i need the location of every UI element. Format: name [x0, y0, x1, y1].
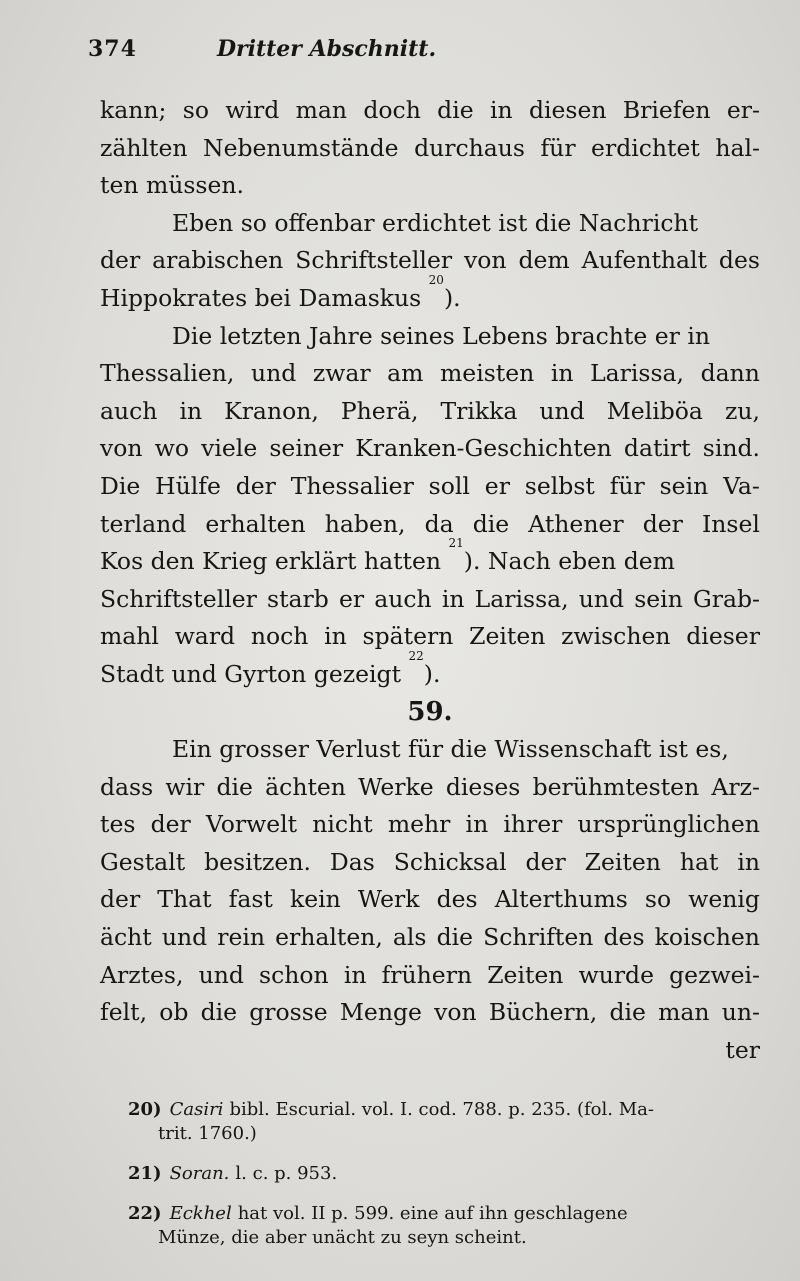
- text-line: Die letzten Jahre seines Lebens brachte er in: [172, 321, 710, 350]
- catchword: ter: [725, 1035, 760, 1064]
- text-span: Stadt und Gyrton gezeigt: [100, 659, 402, 688]
- text-line: Gestalt besitzen. Das Schicksal der Zeiten hat in: [100, 847, 760, 876]
- text-span: Hippokrates bei Damaskus: [100, 283, 422, 312]
- text-line: auch in Kranon, Pherä, Trikka und Meliböa zu,: [100, 396, 760, 425]
- footnote-ref: 21: [448, 536, 464, 551]
- text-line: [100, 536, 760, 581]
- footnote-text: l. c. p. 953.: [235, 1163, 338, 1184]
- footnote-21: [128, 1162, 768, 1186]
- footnote-20: [128, 1098, 768, 1122]
- text-line: felt, ob die grosse Menge von Büchern, die man un-: [100, 998, 760, 1027]
- text-line: zählten Nebenumstände durchaus für erdichtet hal-: [100, 133, 760, 162]
- footnotes: [128, 1098, 768, 1250]
- section-number: 59.: [407, 696, 453, 727]
- text-span: ).: [443, 283, 461, 312]
- text-line: [100, 272, 760, 318]
- footnote-mark: 22): [128, 1203, 162, 1224]
- footnote-mark: 20): [128, 1099, 162, 1120]
- footnote-continuation: trit. 1760.): [158, 1123, 257, 1144]
- text-line: Eben so offenbar erdichtet ist die Nachricht: [172, 208, 699, 237]
- footnote-author: Soran.: [169, 1163, 230, 1184]
- footnote-mark: 21): [128, 1163, 162, 1184]
- running-head: Dritter Abschnitt.: [216, 36, 437, 62]
- footnote-text: bibl. Escurial. vol. I. cod. 788. p. 235. (fol. Ma-: [229, 1099, 654, 1120]
- text-line: tes der Vorwelt nicht mehr in ihrer ursprünglichen: [100, 810, 760, 839]
- page-number: 374: [88, 36, 137, 62]
- text-line: der That fast kein Werk des Alterthums so wenig: [100, 885, 760, 914]
- text-span: Kos den Krieg erklärt hatten: [100, 547, 442, 576]
- footnote-author: Eckhel: [169, 1203, 232, 1224]
- footnote-author: Casiri: [169, 1099, 224, 1120]
- text-line: Arztes, und schon in frühern Zeiten wurde gezwei-: [100, 960, 760, 989]
- text-line: terland erhalten haben, da die Athener der Insel: [100, 509, 760, 538]
- text-line: ächt und rein erhalten, als die Schriften des koischen: [100, 923, 760, 952]
- text-line: mahl ward noch in spätern Zeiten zwischen dieser: [100, 622, 760, 651]
- text-span: ).: [423, 659, 441, 688]
- footnote-continuation: Münze, die aber unächt zu seyn scheint.: [158, 1227, 527, 1248]
- text-line: Schriftsteller starb er auch in Larissa, und sein Grab-: [100, 584, 760, 613]
- text-line: der arabischen Schriftsteller von dem Aufenthalt des: [100, 246, 760, 275]
- page-header: [88, 36, 558, 62]
- text-line: [100, 648, 760, 694]
- text-line: dass wir die ächten Werke dieses berühmtesten Arz-: [100, 772, 760, 801]
- body-text: [100, 92, 760, 1069]
- footnote-22: [128, 1202, 768, 1226]
- text-line: ten müssen.: [100, 171, 245, 200]
- text-line: Die Hülfe der Thessalier soll er selbst für sein Va-: [100, 471, 760, 500]
- text-span: ). Nach eben dem: [463, 547, 675, 576]
- text-line: Ein grosser Verlust für die Wissenschaft ist es,: [172, 735, 729, 764]
- text-line: kann; so wird man doch die in diesen Briefen er-: [100, 96, 760, 124]
- footnote-ref: 22: [408, 648, 424, 663]
- text-line: Thessalien, und zwar am meisten in Larissa, dann: [100, 359, 760, 388]
- footnote-text: hat vol. II p. 599. eine auf ihn geschlagene: [237, 1203, 628, 1224]
- footnote-ref: 20: [428, 272, 444, 287]
- text-line: von wo viele seiner Kranken-Geschichten datirt sind.: [100, 434, 760, 463]
